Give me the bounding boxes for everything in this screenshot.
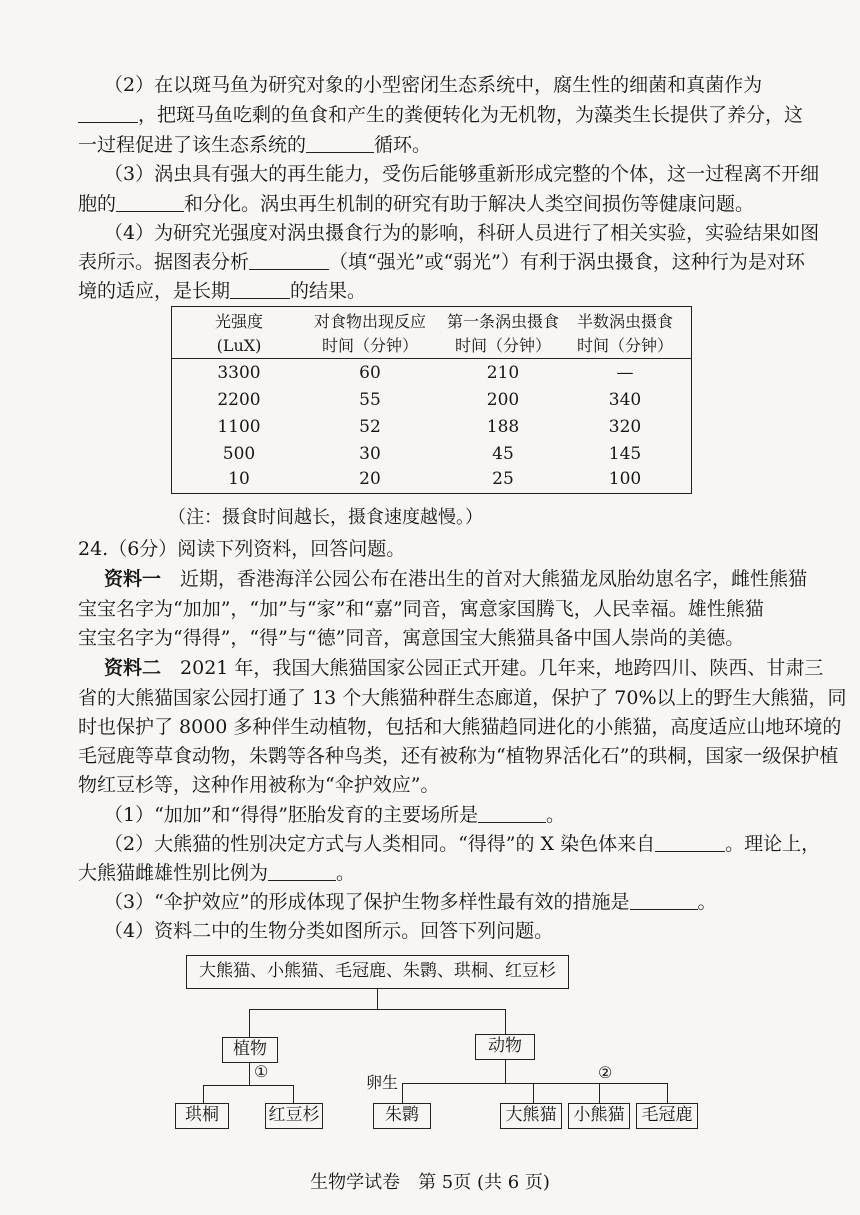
sub-question-2-text: （2）大熊猫的性别决定方式与人类相同。“得得”的 X 染色体来自 [104, 833, 656, 855]
table-cell: 20 [359, 469, 381, 489]
table-cell: 2200 [217, 390, 261, 410]
sub-question-2-cont [78, 860, 355, 886]
answer-blank[interactable] [630, 891, 698, 910]
sub-question-2-end: 。 [336, 862, 356, 884]
material-1-line-3: 宝宝名字为“得得”，“得”与“德”同音，寓意国宝大熊猫具备中国人崇尚的美德。 [78, 627, 745, 649]
mark-2: ② [598, 1063, 613, 1082]
connector-line [203, 1085, 204, 1103]
table-cell: 45 [492, 444, 514, 464]
q24-title: 24.（6分）阅读下列资料，回答问题。 [78, 538, 406, 560]
material-1-line-1 [104, 566, 807, 592]
q3-line-1: （3）涡虫具有强大的再生能力，受伤后能够重新形成完整的个体，这一过程离不开细 [104, 163, 820, 185]
connector-line [249, 1009, 250, 1037]
answer-blank[interactable] [655, 833, 725, 852]
material-2-line-4: 毛冠鹿等草食动物，朱鹮等各种鸟类，还有被称为“植物界活化石”的珙桐，国家一级保护植 [78, 745, 839, 767]
connector-line [599, 1083, 600, 1103]
connector-line [505, 1009, 506, 1034]
q4-line-2-text: 表所示。据图表分析 [78, 251, 250, 273]
table-cell: 320 [608, 417, 642, 437]
table-cell: 145 [608, 444, 642, 464]
material-1-text: 近期，香港海洋公园公布在港出生的首对大熊猫龙凤胎幼崽名字，雌性熊猫 [180, 568, 808, 590]
table-header: 对食物出现反应 时间（分钟） [313, 312, 426, 355]
connector-line [667, 1083, 668, 1103]
material-1-line-2: 宝宝名字为“加加”，“加”与“家”和“嘉”同音，寓意家国腾飞，人民幸福。雄性熊猫 [78, 598, 764, 620]
table-note: （注：摄食时间越长，摄食速度越慢。） [168, 507, 483, 528]
connector-line [505, 1060, 506, 1083]
connector-line [249, 1063, 250, 1085]
answer-blank[interactable] [249, 251, 329, 270]
q2-line-1: （2）在以斑马鱼为研究对象的小型密闭生态系统中，腐生性的细菌和真菌作为 [104, 74, 763, 96]
table-header: 半数涡虫摄食 时间（分钟） [576, 312, 673, 355]
table-cell: — [616, 363, 634, 383]
q4-line-3-end: 的结果。 [290, 280, 367, 302]
leaf-giant-panda: 大熊猫 [500, 1103, 562, 1129]
answer-blank[interactable] [116, 193, 184, 212]
table-header: 第一条涡虫摄食 时间（分钟） [446, 312, 559, 355]
q3-line-2-end: 和分化。涡虫再生机制的研究有助于解决人类空间损伤等健康问题。 [184, 193, 755, 215]
connector-line [203, 1085, 293, 1086]
connector-line [402, 1083, 403, 1103]
table-cell: 30 [359, 444, 381, 464]
material-2-text: 2021 年，我国大熊猫国家公园正式开建。几年来，地跨四川、陕西、甘肃三 [180, 657, 824, 679]
sub-question-3-end: 。 [697, 891, 717, 913]
q2-line-3-text: 一过程促进了该生态系统的 [78, 134, 307, 156]
table-cell: 210 [486, 363, 520, 383]
leaf-red-panda: 小熊猫 [568, 1103, 630, 1129]
sub-question-1-text: （1）“加加”和“得得”胚胎发育的主要场所是 [104, 804, 478, 826]
diagram-animal-box: 动物 [475, 1034, 535, 1060]
page-footer: 生物学试卷 第 5页 (共 6 页) [310, 1172, 550, 1193]
sub-question-3 [104, 889, 717, 915]
connector-line [249, 1009, 505, 1010]
diagram-plant-box: 植物 [222, 1037, 278, 1063]
answer-blank[interactable] [478, 804, 546, 823]
leaf-gongtong: 珙桐 [175, 1103, 229, 1129]
q4-line-1: （4）为研究光强度对涡虫摄食行为的影响，科研人员进行了相关实验，实验结果如图 [104, 222, 820, 244]
q4-line-2 [78, 249, 805, 275]
q2-line-2-text: ，把斑马鱼吃剩的鱼食和产生的粪便转化为无机物，为藻类生长提供了养分，这 [138, 104, 804, 126]
q4-line-3-text: 境的适应，是长期 [78, 280, 231, 302]
answer-blank[interactable] [230, 280, 290, 299]
oviparous-label: 卵生 [366, 1073, 399, 1092]
table-cell: 60 [359, 363, 381, 383]
table-cell: 188 [486, 417, 520, 437]
table-cell: 52 [359, 417, 381, 437]
answer-blank[interactable] [306, 134, 374, 153]
sub-question-1 [104, 802, 565, 828]
material-2-line-2: 省的大熊猫国家公园打通了 13 个大熊猫种群生态廊道，保护了 70%以上的野生大熊猫，同 [78, 687, 847, 709]
table-cell: 100 [608, 469, 642, 489]
answer-blank[interactable] [78, 104, 138, 123]
connector-line [402, 1083, 667, 1084]
table-cell: 55 [359, 390, 381, 410]
table-cell: 340 [608, 390, 642, 410]
sub-question-2-cont-text: 大熊猫雌雄性别比例为 [78, 862, 269, 884]
table-cell: 25 [492, 469, 514, 489]
material-2-line-5: 物红豆杉等，这种作用被称为“伞护效应”。 [78, 774, 440, 796]
q3-line-2 [78, 191, 754, 217]
data-table [171, 306, 692, 494]
q4-line-3 [78, 278, 366, 304]
mark-1: ① [254, 1062, 269, 1081]
sub-question-3-text: （3）“伞护效应”的形成体现了保护生物多样性最有效的措施是 [104, 891, 630, 913]
material-2-line-1 [104, 655, 823, 681]
material-1-label: 资料一 [104, 568, 162, 590]
table-cell: 3300 [217, 363, 261, 383]
connector-line [293, 1085, 294, 1103]
leaf-hongdoushan: 红豆杉 [265, 1103, 323, 1129]
leaf-zhuhuan: 朱鹮 [373, 1103, 431, 1129]
material-2-label: 资料二 [104, 657, 162, 679]
sub-question-2 [104, 831, 820, 857]
sub-question-1-end: 。 [545, 804, 565, 826]
connector-line [533, 1083, 534, 1103]
table-cell: 200 [486, 390, 520, 410]
connector-line [377, 989, 378, 1009]
q2-line-2 [78, 102, 803, 128]
table-header-rule [172, 358, 691, 359]
table-cell: 10 [228, 469, 250, 489]
q4-line-2-end: （填“强光”或“弱光”）有利于涡虫摄食，这种行为是对环 [329, 251, 805, 273]
table-cell: 1100 [217, 417, 261, 437]
q2-line-3 [78, 132, 431, 158]
leaf-tufted-deer: 毛冠鹿 [636, 1103, 698, 1129]
material-2-line-3: 时也保护了 8000 多种伴生动植物，包括和大熊猫趋同进化的小熊猫，高度适应山地环境的 [78, 716, 842, 738]
sub-question-2-mid: 。理论上， [725, 833, 821, 855]
answer-blank[interactable] [268, 862, 336, 881]
diagram-root-box: 大熊猫、小熊猫、毛冠鹿、朱鹮、珙桐、红豆杉 [186, 955, 569, 989]
sub-question-4: （4）资料二中的生物分类如图所示。回答下列问题。 [104, 920, 554, 942]
q2-line-3-end: 循环。 [374, 134, 432, 156]
q3-line-2-text: 胞的 [78, 193, 117, 215]
table-cell: 500 [222, 444, 256, 464]
table-header: 光强度 (LuX) [214, 312, 263, 355]
